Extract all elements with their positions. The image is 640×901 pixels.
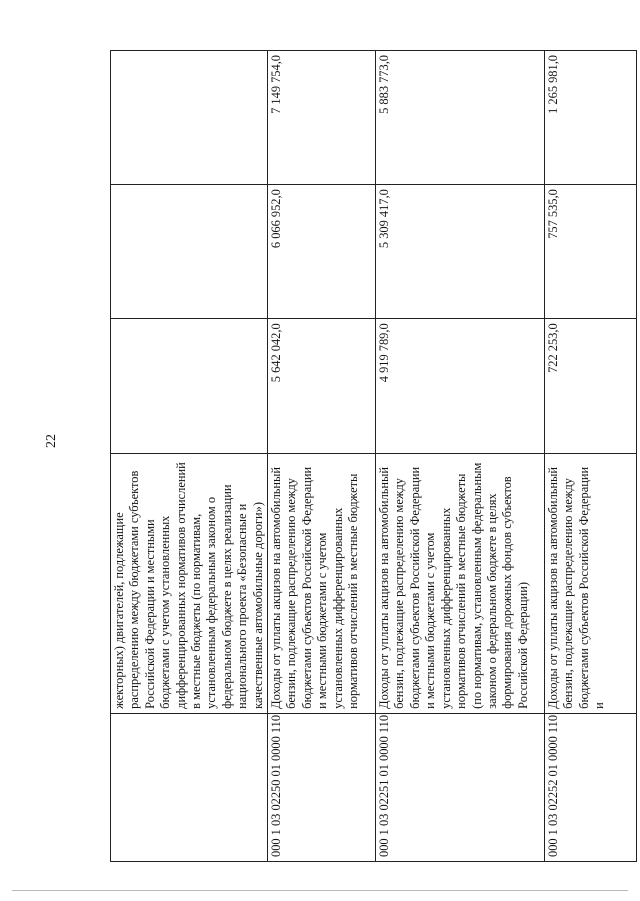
row-code: 000 1 03 02252 01 0000 110 [545, 713, 637, 861]
row-value-2: 6 066 952,0 [268, 185, 376, 319]
budget-revenue-table [110, 50, 637, 862]
row-value-3: 1 265 981,0 [545, 51, 637, 185]
row-value-1: 5 642 042,0 [268, 319, 376, 453]
scan-edge-line [12, 890, 628, 891]
row-value-3 [111, 51, 268, 185]
row-value-2: 5 309 417,0 [376, 185, 545, 319]
row-value-1 [111, 319, 268, 453]
row-name: Доходы от уплаты акцизов на автомобильный бензин, подлежащие распределению между бюджетами субъектов Российской Федерации и [545, 453, 637, 713]
page-number: 22 [44, 434, 59, 448]
row-name: Доходы от уплаты акцизов на автомобильный бензин, подлежащие распределению между бюджетами субъектов Российской Федерации и местными бюджетами с учетом установленных дифференцированных нормативов отчислений в местные бюджеты (по нормативам, установленным федеральным законом о федеральном бюджете в целях формирования дорожных фондов субъектов Российской Федерации) [376, 453, 545, 713]
row-code: 000 1 03 02251 01 0000 110 [376, 713, 545, 861]
row-value-3: 5 883 773,0 [376, 51, 545, 185]
row-value-2: 757 535,0 [545, 185, 637, 319]
row-name: жекторных) двигателей, подлежащие распределению между бюджетами субъектов Российской Федерации и местными бюджетами с учетом установленных дифференцированных нормативов отчислений в местные бюджеты (по нормативам, установленным федеральным законом о федеральном бюджете в целях реализации национального проекта «Безопасные и качественные автомобильные дороги») [111, 453, 268, 713]
row-name: Доходы от уплаты акцизов на автомобильный бензин, подлежащие распределению между бюджетами субъектов Российской Федерации и местными бюджетами с учетом установленных дифференцированных нормативов отчислений в местные бюджеты [268, 453, 376, 713]
row-code: 000 1 03 02250 01 0000 110 [268, 713, 376, 861]
row-code [111, 713, 268, 861]
table-row [268, 51, 376, 862]
row-value-1: 4 919 789,0 [376, 319, 545, 453]
table-row [376, 51, 545, 862]
row-value-2 [111, 185, 268, 319]
row-value-1: 722 253,0 [545, 319, 637, 453]
table-row [111, 51, 268, 862]
table-row [545, 51, 637, 862]
rotated-table-container [110, 50, 607, 862]
row-value-3: 7 149 754,0 [268, 51, 376, 185]
